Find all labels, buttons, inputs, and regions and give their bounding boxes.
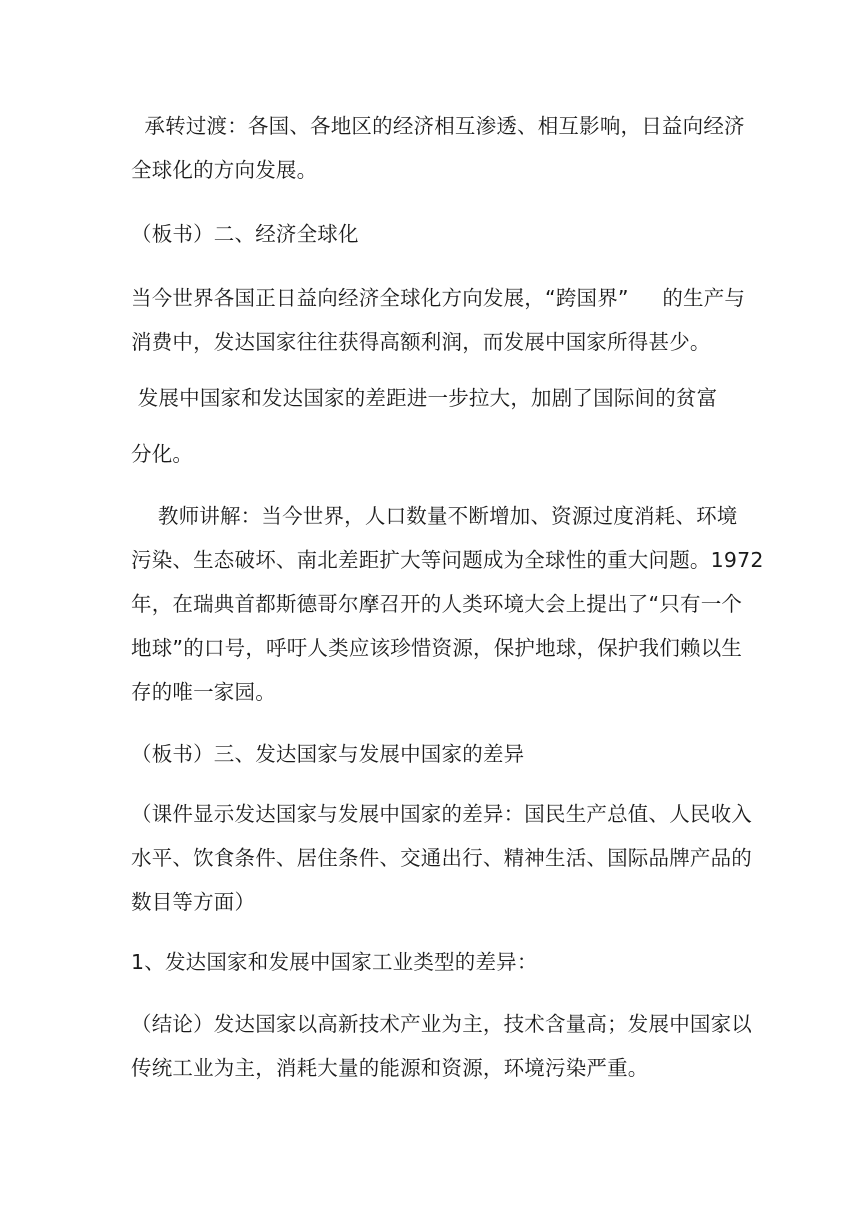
text-line: 存的唯一家园。 (131, 680, 276, 704)
text-line: （课件显示发达国家与发展中国家的差异：国民生产总值、人民收入 (131, 802, 752, 826)
text-line: 污染、生态破坏、南北差距扩大等问题成为全球性的重大问题。1972 (131, 548, 764, 572)
text-line: 消费中，发达国家往往获得高额利润，而发展中国家所得甚少。 (131, 330, 711, 354)
heading-differences (131, 732, 731, 776)
text-line: 全球化的方向发展。 (131, 158, 318, 182)
paragraph-courseware-display (131, 792, 752, 924)
text-line: 地球”的口号，呼吁人类应该珍惜资源，保护地球，保护我们赖以生 (131, 636, 743, 660)
paragraph-transition (131, 104, 745, 192)
paragraph-gap-widening (131, 376, 731, 420)
paragraph-teacher-explanation (131, 494, 764, 714)
paragraph-conclusion (131, 1002, 752, 1090)
heading-industry-types (131, 940, 731, 984)
text-line: 1、发达国家和发展中国家工业类型的差异： (131, 950, 538, 974)
heading-economic-globalization (131, 212, 731, 256)
text-line: 承转过渡：各国、各地区的经济相互渗透、相互影响，日益向经济 (131, 114, 745, 138)
paragraph-globalization-description (131, 276, 746, 364)
text-line: 传统工业为主，消耗大量的能源和资源，环境污染严重。 (131, 1056, 649, 1080)
paragraph-polarization (131, 432, 731, 476)
text-line: 教师讲解：当今世界，人口数量不断增加、资源过度消耗、环境 (131, 504, 738, 528)
text-line: （板书）三、发达国家与发展中国家的差异 (131, 742, 525, 766)
text-line: 发展中国家和发达国家的差距进一步拉大，加剧了国际间的贫富 (131, 386, 718, 410)
text-line: 分化。 (131, 442, 194, 466)
text-line: 水平、饮食条件、居住条件、交通出行、精神生活、国际品牌产品的 (131, 846, 752, 870)
text-line: （板书）二、经济全球化 (131, 222, 359, 246)
text-line: （结论）发达国家以高新技术产业为主，技术含量高；发展中国家以 (131, 1012, 752, 1036)
text-line: 当今世界各国正日益向经济全球化方向发展，“跨国界” 的生产与 (131, 286, 746, 310)
text-line: 数目等方面） (131, 890, 256, 914)
text-line: 年，在瑞典首都斯德哥尔摩召开的人类环境大会上提出了“只有一个 (131, 592, 743, 616)
